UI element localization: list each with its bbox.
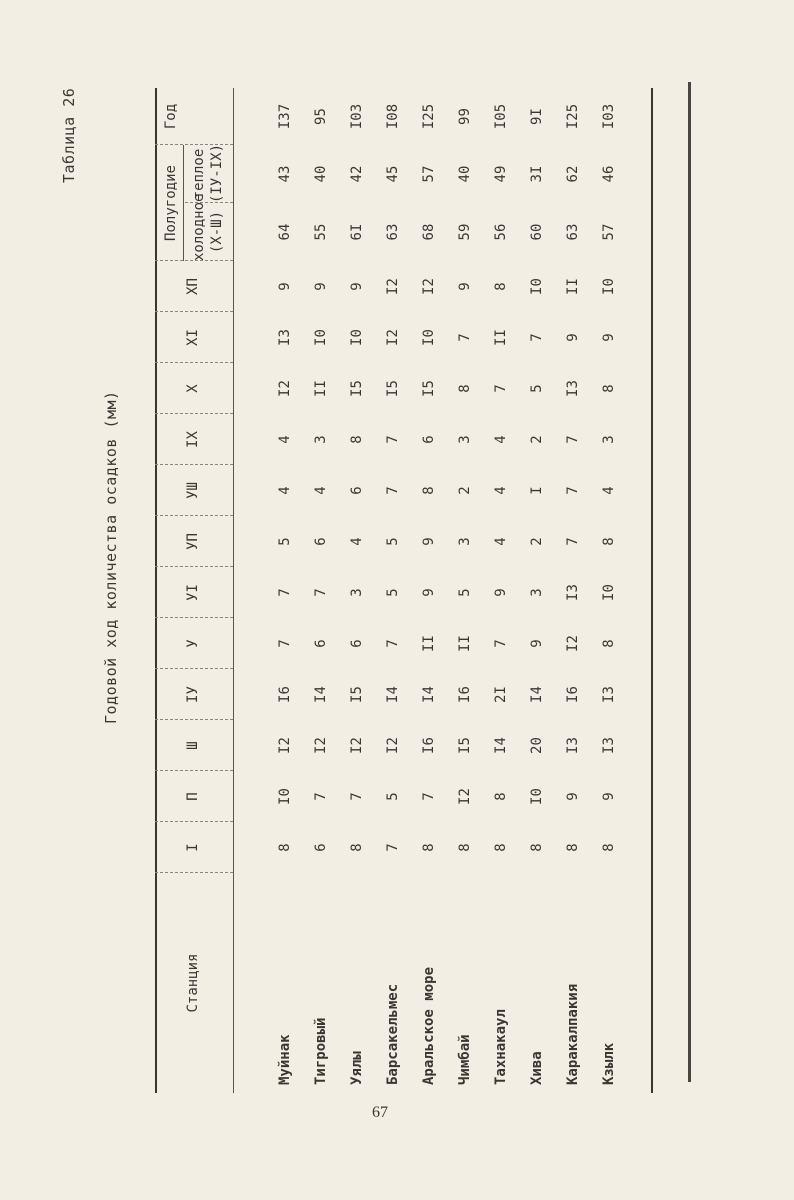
month-value: I0 xyxy=(601,278,617,295)
month-value: 2 xyxy=(457,486,473,495)
header-column-separator xyxy=(155,362,233,363)
month-value: I5 xyxy=(385,380,401,397)
month-value: I4 xyxy=(313,686,329,703)
month-value: 7 xyxy=(493,384,509,393)
month-value: II xyxy=(421,635,437,652)
header-column-separator xyxy=(155,617,233,618)
year-value: I05 xyxy=(493,103,509,130)
month-value: 9 xyxy=(277,282,293,291)
month-value: I3 xyxy=(565,584,581,601)
year-value: 9I xyxy=(529,108,545,125)
station-name: Чимбай xyxy=(457,1034,473,1085)
month-value: 8 xyxy=(601,384,617,393)
header-warm: теплое xyxy=(191,148,207,200)
month-value: 8 xyxy=(457,384,473,393)
month-value: 7 xyxy=(529,333,545,342)
header-column-separator xyxy=(155,872,233,873)
station-name: Тахнакаул xyxy=(493,1009,509,1085)
month-value: 9 xyxy=(601,333,617,342)
month-value: I2 xyxy=(277,380,293,397)
month-value: I4 xyxy=(529,686,545,703)
header-month: X xyxy=(185,384,201,393)
header-column-separator xyxy=(155,311,233,312)
warm-value: 3I xyxy=(529,165,545,183)
month-value: I2 xyxy=(385,278,401,295)
month-value: 4 xyxy=(493,537,509,546)
header-column-separator xyxy=(155,770,233,771)
header-month: Ш xyxy=(185,741,201,750)
month-value: I2 xyxy=(385,737,401,754)
month-value: 7 xyxy=(313,792,329,801)
table-label: Таблица 26 xyxy=(60,87,78,183)
month-value: 3 xyxy=(457,435,473,444)
table-title: Годовой ход количества осадков (мм) xyxy=(102,390,120,725)
page-number: 67 xyxy=(372,1104,388,1121)
cold-value: 56 xyxy=(493,223,509,241)
month-value: 2 xyxy=(529,435,545,444)
month-value: I2 xyxy=(349,737,365,754)
cold-value: 55 xyxy=(313,223,329,241)
month-value: 7 xyxy=(421,792,437,801)
month-value: I6 xyxy=(565,686,581,703)
header-cold: холодное xyxy=(191,193,207,261)
header-month: УП xyxy=(185,533,201,550)
month-value: 2 xyxy=(529,537,545,546)
header-cold-period: (X-Ш) xyxy=(209,210,225,254)
year-value: I25 xyxy=(565,103,581,130)
month-value: 8 xyxy=(349,435,365,444)
warm-value: 40 xyxy=(313,165,329,183)
month-value: 7 xyxy=(277,639,293,648)
month-value: 3 xyxy=(313,435,329,444)
header-year: Год xyxy=(163,103,179,130)
month-value: 8 xyxy=(601,537,617,546)
month-value: 9 xyxy=(565,792,581,801)
cold-value: 6I xyxy=(349,223,365,241)
header-bottom-rule xyxy=(233,88,234,1093)
table-bottom-rule xyxy=(651,88,653,1093)
header-month: П xyxy=(185,792,201,801)
table-top-rule xyxy=(155,88,157,1093)
month-value: II xyxy=(457,635,473,652)
month-value: 7 xyxy=(493,639,509,648)
month-value: 6 xyxy=(313,537,329,546)
header-column-separator xyxy=(155,668,233,669)
month-value: 9 xyxy=(493,588,509,597)
warm-value: 40 xyxy=(457,165,473,183)
cold-value: 60 xyxy=(529,223,545,241)
warm-value: 42 xyxy=(349,165,365,183)
month-value: I3 xyxy=(565,737,581,754)
month-value: I2 xyxy=(385,329,401,346)
month-value: 8 xyxy=(277,843,293,852)
month-value: 4 xyxy=(277,435,293,444)
header-halfyear: Полугодие xyxy=(163,165,179,241)
month-value: II xyxy=(313,380,329,397)
month-value: 4 xyxy=(601,486,617,495)
month-value: I3 xyxy=(277,329,293,346)
header-station: Станция xyxy=(185,953,201,1013)
month-value: 7 xyxy=(457,333,473,342)
warm-value: 49 xyxy=(493,165,509,183)
cold-value: 68 xyxy=(421,223,437,241)
header-column-separator xyxy=(155,144,233,145)
month-value: 6 xyxy=(313,639,329,648)
month-value: II xyxy=(565,278,581,295)
month-value: I0 xyxy=(349,329,365,346)
header-month: XI xyxy=(185,329,201,346)
month-value: II xyxy=(493,329,509,346)
month-value: 20 xyxy=(529,737,545,754)
header-column-separator xyxy=(155,464,233,465)
header-month: IX xyxy=(185,431,201,448)
station-name: Хива xyxy=(529,1051,545,1085)
month-value: 9 xyxy=(421,588,437,597)
month-value: 7 xyxy=(565,435,581,444)
month-value: I0 xyxy=(277,788,293,805)
month-value: 6 xyxy=(421,435,437,444)
month-value: 4 xyxy=(493,435,509,444)
precipitation-table xyxy=(155,88,735,1093)
header-month: У xyxy=(185,639,201,648)
month-value: 8 xyxy=(493,792,509,801)
month-value: I2 xyxy=(313,737,329,754)
month-value: 8 xyxy=(457,843,473,852)
year-value: I37 xyxy=(277,103,293,130)
month-value: 7 xyxy=(565,537,581,546)
month-value: 5 xyxy=(385,537,401,546)
header-column-separator xyxy=(155,413,233,414)
month-value: I0 xyxy=(421,329,437,346)
year-value: 95 xyxy=(313,108,329,125)
month-value: 5 xyxy=(385,792,401,801)
month-value: 8 xyxy=(349,843,365,852)
month-value: 3 xyxy=(529,588,545,597)
month-value: 8 xyxy=(493,282,509,291)
month-value: 7 xyxy=(277,588,293,597)
month-value: 9 xyxy=(529,639,545,648)
month-value: I0 xyxy=(601,584,617,601)
month-value: 3 xyxy=(601,435,617,444)
month-value: I3 xyxy=(565,380,581,397)
month-value: 8 xyxy=(493,843,509,852)
year-value: I25 xyxy=(421,103,437,130)
month-value: 2I xyxy=(493,686,509,703)
month-value: I2 xyxy=(565,635,581,652)
month-value: I6 xyxy=(457,686,473,703)
header-column-separator xyxy=(155,719,233,720)
month-value: 7 xyxy=(385,435,401,444)
month-value: 8 xyxy=(601,843,617,852)
station-name: Аральское море xyxy=(421,966,437,1085)
header-month: I xyxy=(185,843,201,852)
month-value: 7 xyxy=(349,792,365,801)
month-value: 7 xyxy=(385,486,401,495)
month-value: 8 xyxy=(601,639,617,648)
month-value: I0 xyxy=(529,788,545,805)
month-value: I3 xyxy=(601,686,617,703)
warm-value: 43 xyxy=(277,165,293,183)
month-value: 5 xyxy=(385,588,401,597)
month-value: I5 xyxy=(349,686,365,703)
month-value: 5 xyxy=(529,384,545,393)
header-warm-period: (IУ-IX) xyxy=(209,143,225,203)
month-value: 9 xyxy=(349,282,365,291)
month-value: I2 xyxy=(277,737,293,754)
month-value: 3 xyxy=(349,588,365,597)
month-value: 3 xyxy=(457,537,473,546)
month-value: 6 xyxy=(349,639,365,648)
month-value: 7 xyxy=(313,588,329,597)
month-value: I xyxy=(529,486,545,495)
month-value: 7 xyxy=(385,843,401,852)
cold-value: 63 xyxy=(565,223,581,241)
year-value: I08 xyxy=(385,103,401,130)
warm-value: 57 xyxy=(421,165,437,183)
month-value: I4 xyxy=(385,686,401,703)
cold-value: 64 xyxy=(277,223,293,241)
month-value: 8 xyxy=(421,843,437,852)
header-month: УШ xyxy=(185,482,201,499)
month-value: 7 xyxy=(385,639,401,648)
header-column-separator xyxy=(155,821,233,822)
month-value: 9 xyxy=(457,282,473,291)
month-value: 9 xyxy=(565,333,581,342)
year-value: I03 xyxy=(601,103,617,130)
month-value: 7 xyxy=(565,486,581,495)
month-value: I5 xyxy=(457,737,473,754)
month-value: I2 xyxy=(421,278,437,295)
cold-value: 59 xyxy=(457,223,473,241)
year-value: 99 xyxy=(457,108,473,125)
month-value: I5 xyxy=(349,380,365,397)
warm-value: 62 xyxy=(565,165,581,183)
station-name: Уялы xyxy=(349,1051,365,1085)
month-value: 6 xyxy=(349,486,365,495)
month-value: 8 xyxy=(421,486,437,495)
month-value: I6 xyxy=(421,737,437,754)
cold-value: 63 xyxy=(385,223,401,241)
month-value: 4 xyxy=(277,486,293,495)
month-value: I2 xyxy=(457,788,473,805)
month-value: 9 xyxy=(313,282,329,291)
header-month: УI xyxy=(185,584,201,601)
station-name: Муйнак xyxy=(277,1034,293,1085)
month-value: I3 xyxy=(601,737,617,754)
month-value: I4 xyxy=(421,686,437,703)
month-value: 5 xyxy=(457,588,473,597)
year-value: I03 xyxy=(349,103,365,130)
station-name: Кзылк xyxy=(601,1042,617,1085)
station-name: Тигровый xyxy=(313,1017,329,1085)
header-month: XП xyxy=(185,278,201,295)
month-value: I0 xyxy=(529,278,545,295)
month-value: I0 xyxy=(313,329,329,346)
header-column-separator xyxy=(155,515,233,516)
halfyear-rule xyxy=(183,145,184,261)
station-name: Барсакельмес xyxy=(385,983,401,1085)
halfyear-separator xyxy=(185,202,233,203)
header-column-separator xyxy=(155,260,233,261)
month-value: 4 xyxy=(349,537,365,546)
month-value: 4 xyxy=(493,486,509,495)
month-value: I5 xyxy=(421,380,437,397)
warm-value: 45 xyxy=(385,165,401,183)
month-value: 8 xyxy=(565,843,581,852)
month-value: 6 xyxy=(313,843,329,852)
month-value: 4 xyxy=(313,486,329,495)
cold-value: 57 xyxy=(601,223,617,241)
warm-value: 46 xyxy=(601,165,617,183)
header-month: IУ xyxy=(185,686,201,703)
month-value: I6 xyxy=(277,686,293,703)
month-value: 8 xyxy=(529,843,545,852)
station-name: Каракалпакия xyxy=(565,983,581,1085)
month-value: 9 xyxy=(421,537,437,546)
month-value: 5 xyxy=(277,537,293,546)
header-column-separator xyxy=(155,566,233,567)
month-value: I4 xyxy=(493,737,509,754)
month-value: 9 xyxy=(601,792,617,801)
